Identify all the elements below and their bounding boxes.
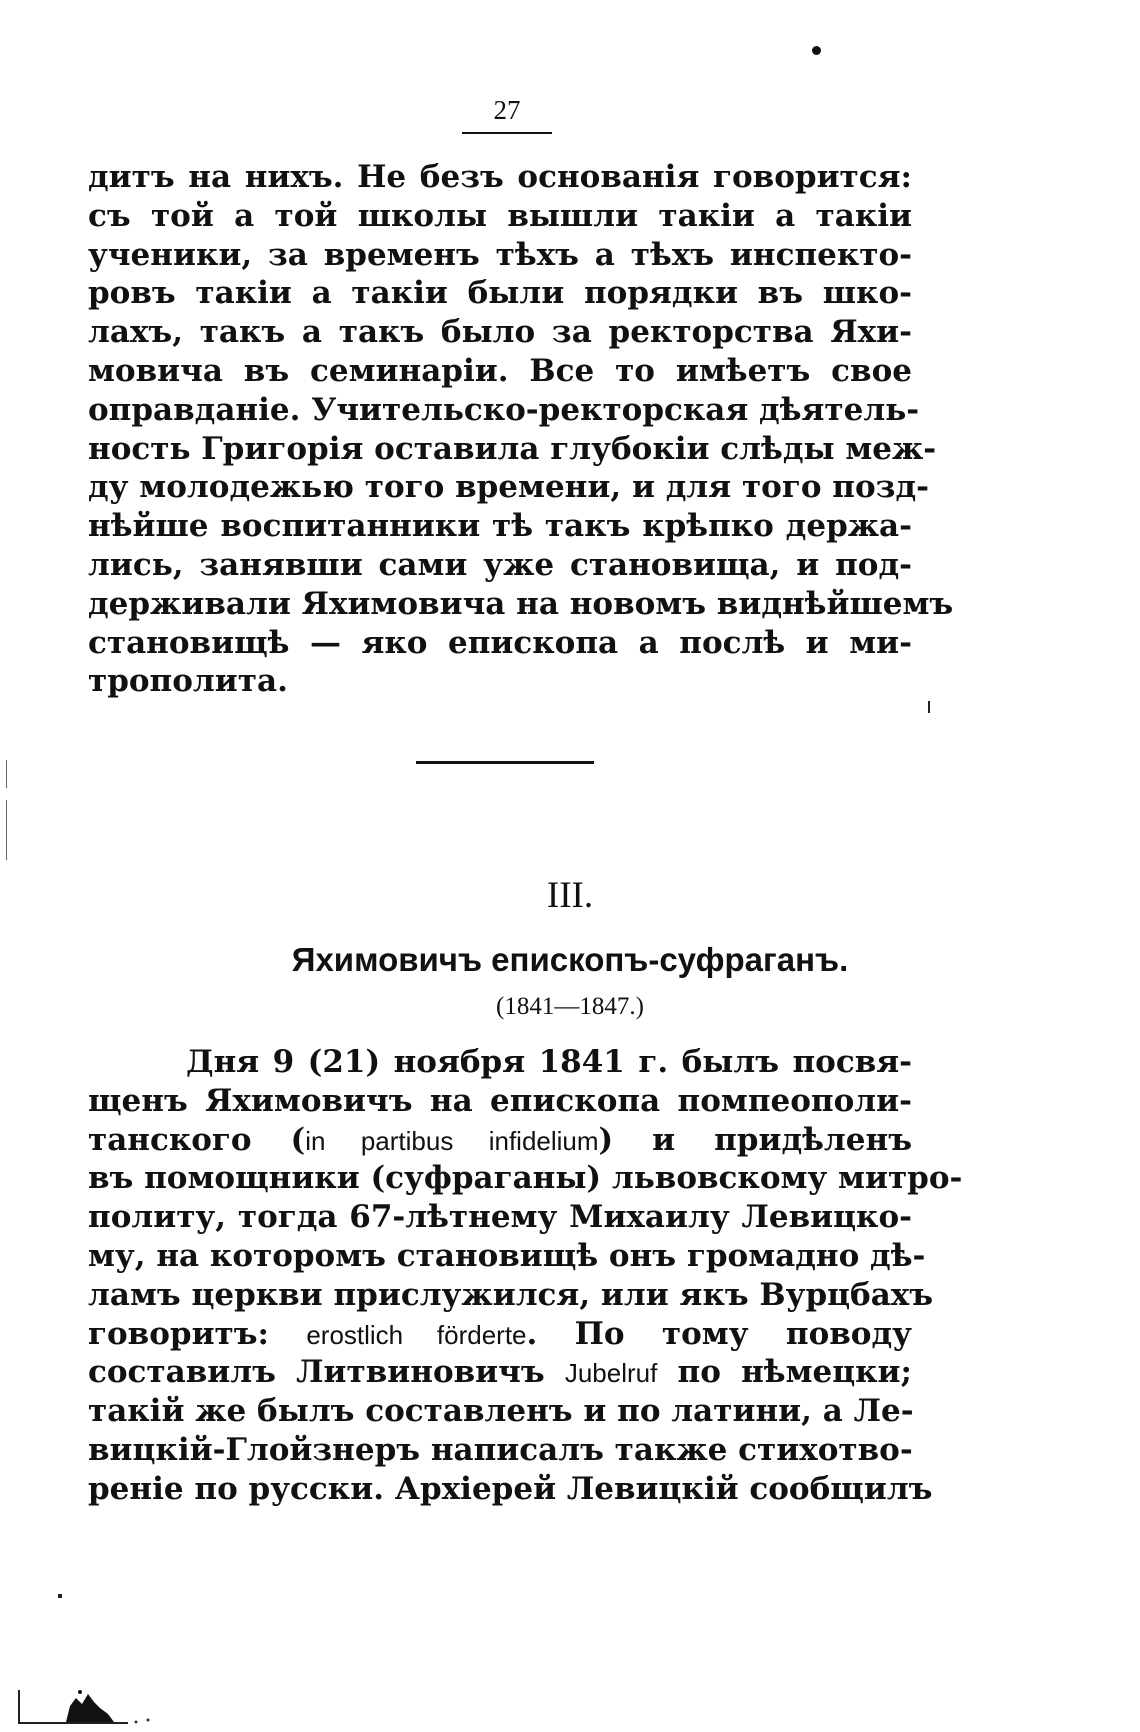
text-line: оправданіе. Учительско-ректорская дѣятель- [88, 391, 920, 428]
text-fragment: танского ( [88, 1121, 306, 1158]
text-fragment: . По тому поводу [526, 1315, 912, 1352]
section-divider [416, 761, 594, 764]
text-line: такій же былъ составленъ и по латини, а Ле- [88, 1393, 914, 1430]
text-line: лахъ, такъ а такъ было за ректорства Яхи- [88, 314, 912, 351]
text-fragment: по нѣмецки; [657, 1354, 912, 1391]
margin-scan-mark [6, 760, 7, 788]
text-line [88, 1315, 912, 1354]
latin-phrase: erostlich förderte [306, 1319, 527, 1350]
text-line: ламъ церкви прислужился, или якъ Вурцбахъ [88, 1276, 934, 1313]
text-line: ученики, за временъ тѣхъ а тѣхъ инспекто- [88, 236, 912, 273]
scan-dot-mark [812, 46, 821, 55]
scan-blot-mark [18, 1686, 168, 1726]
text-line [88, 1121, 912, 1160]
page-number-underline [462, 132, 552, 134]
text-line [88, 1353, 912, 1392]
section-number: III. [546, 875, 594, 916]
text-line: трополита. [88, 663, 288, 700]
text-line: вицкій-Глойзнеръ написалъ также стихотво- [88, 1431, 913, 1468]
stray-scan-mark [928, 701, 930, 713]
text-line: мовича въ семинаріи. Все то имѣетъ свое [88, 352, 912, 389]
text-line: реніе по русски. Архіерей Левицкій сообщилъ [88, 1470, 933, 1507]
latin-phrase: Jubelruf [564, 1358, 658, 1389]
paragraph-continued [88, 158, 954, 701]
page-number: 27 [493, 95, 521, 125]
section-title: Яхимовичъ епископъ-суфраганъ. [291, 941, 849, 978]
stray-scan-mark [58, 1594, 62, 1598]
text-line: держивали Яхимовича на новомъ виднѣйшемъ [88, 585, 954, 622]
text-fragment: ) и придѣленъ [598, 1121, 912, 1158]
text-line: становищѣ — яко епископа а послѣ и ми- [88, 624, 912, 661]
latin-phrase: in partibus infidelium [305, 1125, 599, 1156]
text-fragment: говоритъ: [88, 1315, 307, 1352]
text-line: му, на которомъ становищѣ онъ громадно дѣ- [88, 1237, 926, 1274]
text-line: политу, тогда 67-лѣтнему Михаилу Левицко- [88, 1199, 912, 1236]
section-dates: (1841—1847.) [496, 993, 644, 1020]
text-line: ность Григорія оставила глубокіи слѣды меж- [88, 430, 937, 467]
text-line: ду молодежью того времени, и для того позд- [88, 469, 929, 506]
text-line: лись, занявши сами уже становища, и под- [88, 546, 912, 583]
margin-scan-mark [6, 800, 7, 860]
text-line: щенъ Яхимовичъ на епископа помпеополи- [88, 1082, 912, 1119]
text-line: въ помощники (суфраганы) львовскому митро- [88, 1160, 963, 1197]
text-fragment: составилъ Литвиновичъ [88, 1354, 565, 1391]
text-line: Дня 9 (21) ноября 1841 г. былъ посвя- [186, 1044, 912, 1080]
text-line: ровъ такіи а такіи были порядки въ шко- [88, 275, 912, 312]
text-line: съ той а той школы вышли такіи а такіи [88, 197, 912, 234]
text-line: нѣйше воспитанники тѣ такъ крѣпко держа- [88, 508, 912, 545]
text-line: дитъ на нихъ. Не безъ основанія говорится: [88, 159, 912, 195]
paragraph-new [88, 1043, 963, 1509]
